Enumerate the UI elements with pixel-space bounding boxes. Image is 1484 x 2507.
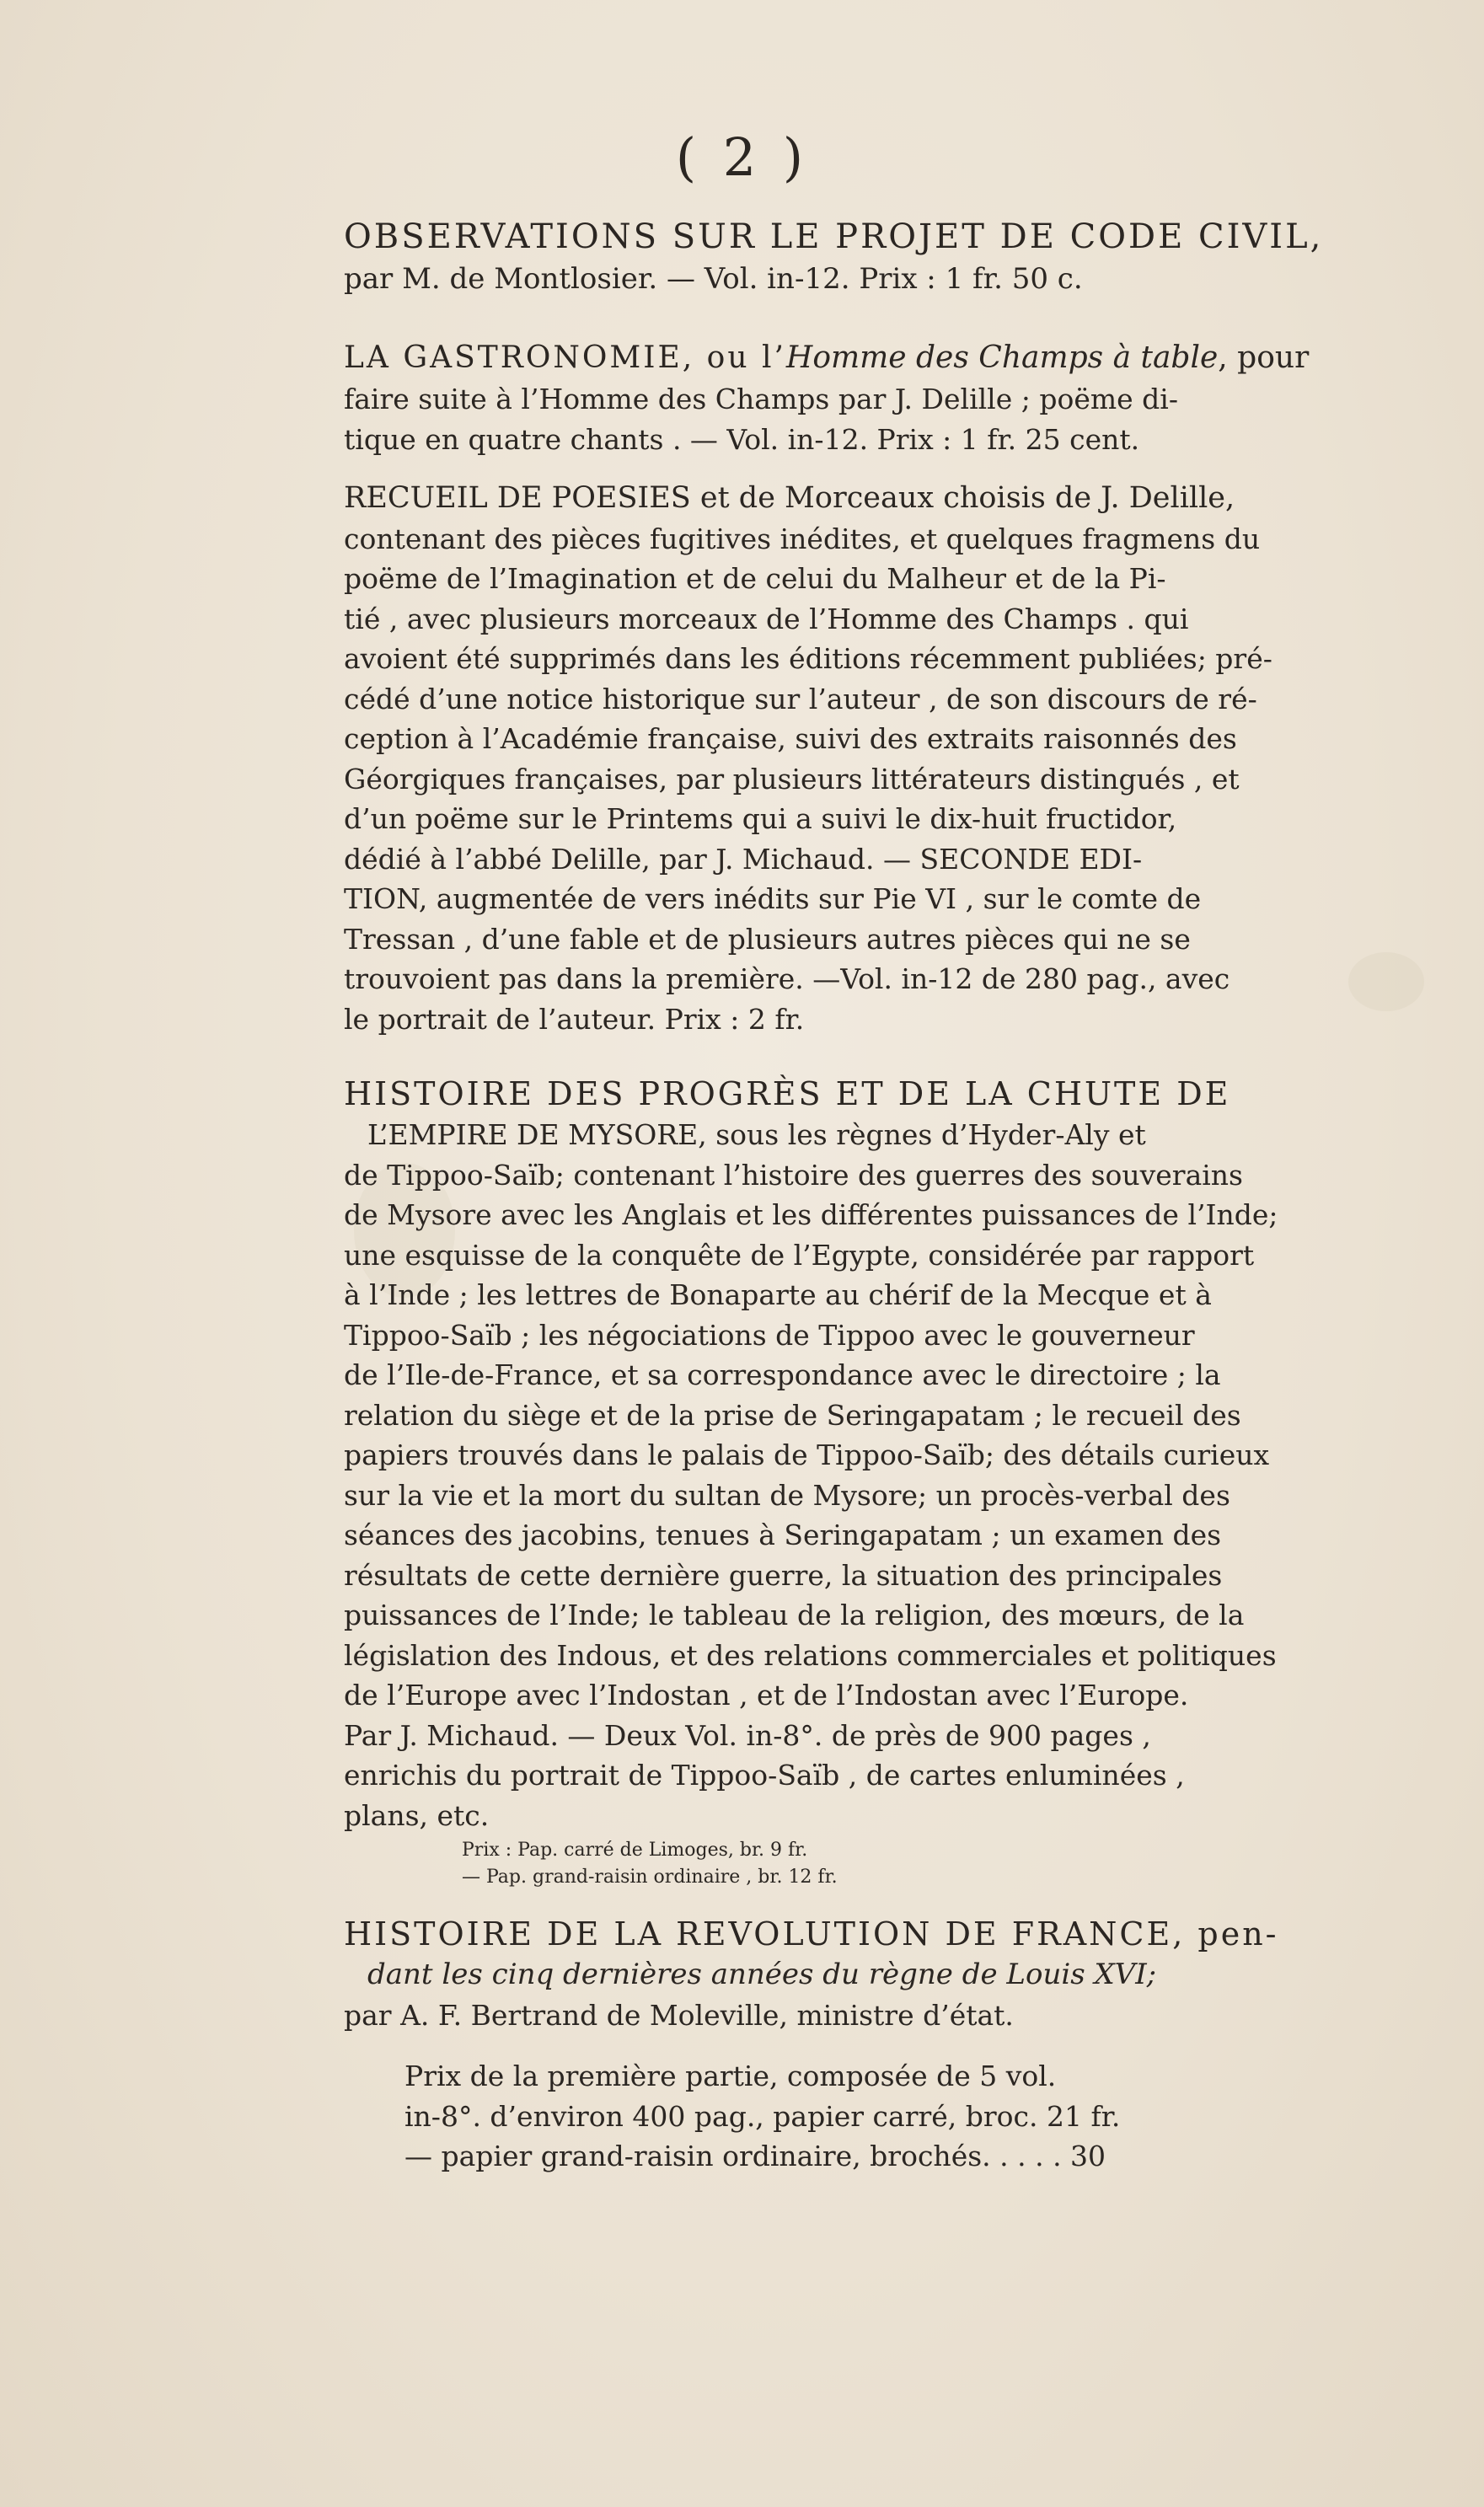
entry-line: d’un poëme sur le Printems qui a suivi le dix-huit fructidor, xyxy=(344,802,1177,835)
entry-line: de Tippoo-Saïb; contenant l’histoire des guerres des souverains xyxy=(344,1158,1243,1192)
entry-line: une esquisse de la conquête de l’Egypte, considérée par rapport xyxy=(344,1238,1255,1272)
entry-line: dédié à l’abbé Delille, par J. Michaud. — SECONDE EDI- xyxy=(344,842,1143,876)
entry-title xyxy=(344,337,1439,379)
entry-line: plans, etc. xyxy=(344,1798,490,1832)
entry-recueil xyxy=(344,479,1439,1039)
entry-line: tique en quatre chants . — Vol. in-12. Prix : 1 fr. 25 cent. xyxy=(344,422,1140,456)
entry-line: enrichis du portrait de Tippoo-Saïb , de cartes enluminées , xyxy=(344,1759,1185,1792)
entry-line: faire suite à l’Homme des Champs par J. Delille ; poëme di- xyxy=(344,383,1179,415)
entry-line: de l’Europe avec l’Indostan , et de l’Indostan avec l’Europe. xyxy=(344,1679,1189,1712)
entry-line: relation du siège et de la prise de Seringapatam ; le recueil des xyxy=(344,1398,1241,1432)
entry-gastronomie xyxy=(344,337,1439,459)
entry-title: OBSERVATIONS SUR LE PROJET DE CODE CIVIL, xyxy=(344,217,1324,256)
entry-line: Tressan , d’une fable et de plusieurs autres pièces qui ne se xyxy=(344,922,1191,956)
entry-line: séances des jacobins, tenues à Seringapatam ; un examen des xyxy=(344,1519,1222,1551)
entry-line: à l’Inde ; les lettres de Bonaparte au chérif de la Mecque et à xyxy=(344,1278,1212,1311)
entry-line: de Mysore avec les Anglais et les différentes puissances de l’Inde; xyxy=(344,1198,1278,1231)
entry-title: HISTOIRE DES PROGRÈS ET DE LA CHUTE DE xyxy=(344,1075,1231,1112)
entry-line: par M. de Montlosier. — Vol. in-12. Prix : 1 fr. 50 c. xyxy=(344,262,1083,296)
entry-line: par A. F. Bertrand de Moleville, ministre d’état. xyxy=(344,1998,1014,2032)
entry-revolution xyxy=(344,1913,1439,2035)
entry-line: le portrait de l’auteur. Prix : 2 fr. xyxy=(344,1002,805,1036)
entry-line: papiers trouvés dans le palais de Tippoo-Saïb; des détails curieux xyxy=(344,1438,1270,1471)
entry-title: RECUEIL DE POESIES et de Morceaux choisis de J. Delille, xyxy=(344,481,1235,515)
entry-revolution-prices xyxy=(404,2056,1433,2177)
entry-mysore xyxy=(344,1073,1439,1835)
entry-line: contenant des pièces fugitives inédites, et quelques fragmens du xyxy=(344,522,1261,555)
entry-line: tié , avec plusieurs morceaux de l’Homme des Champs . qui xyxy=(344,602,1189,635)
price-line: — papier grand-raisin ordinaire, brochés. . . . . 30 xyxy=(404,2140,1106,2172)
title-italic: Homme des Champs à table xyxy=(785,340,1219,375)
page-number: ( 2 ) xyxy=(675,126,809,188)
price-line: in-8°. d’environ 400 pag., papier carré, broc. 21 fr. xyxy=(404,2099,1121,2133)
entry-line: Par J. Michaud. — Deux Vol. in-8°. de près de 900 pages , xyxy=(344,1718,1151,1752)
entry-line: puissances de l’Inde; le tableau de la religion, des mœurs, de la xyxy=(344,1599,1245,1631)
entry-line: L’EMPIRE DE MYSORE, sous les règnes d’Hyder-Aly et xyxy=(367,1118,1146,1151)
price-note: — Pap. grand-raisin ordinaire , br. 12 fr. xyxy=(462,1867,838,1888)
entry-observations xyxy=(344,215,1439,299)
entry-line: cédé d’une notice historique sur l’auteur , de son discours de ré- xyxy=(344,682,1257,715)
price-note: Prix : Pap. carré de Limoges, br. 9 fr. xyxy=(462,1840,808,1861)
entry-line: ception à l’Académie française, suivi des extraits raisonnés des xyxy=(344,722,1237,755)
entry-title: HISTOIRE DE LA REVOLUTION DE FRANCE, pen- xyxy=(344,1915,1279,1953)
entry-line: de l’Ile-de-France, et sa correspondance avec le directoire ; la xyxy=(344,1358,1221,1391)
price-line: Prix de la première partie, composée de 5 vol. xyxy=(404,2060,1057,2092)
entry-line: avoient été supprimés dans les éditions récemment publiées; pré- xyxy=(344,642,1272,675)
entry-line: poëme de l’Imagination et de celui du Malheur et de la Pi- xyxy=(344,562,1166,595)
entry-line: Tippoo-Saïb ; les négociations de Tippoo avec le gouverneur xyxy=(344,1318,1195,1352)
entry-line: sur la vie et la mort du sultan de Mysore; un procès-verbal des xyxy=(344,1478,1230,1512)
entry-line: résultats de cette dernière guerre, la situation des principales xyxy=(344,1558,1223,1592)
title-end: , pour xyxy=(1218,340,1310,375)
entry-line: Géorgiques françaises, par plusieurs littérateurs distingués , et xyxy=(344,762,1240,795)
title-start: LA GASTRONOMIE, ou l’ xyxy=(344,340,786,375)
entry-line: trouvoient pas dans la première. —Vol. in-12 de 280 pag., avec xyxy=(344,962,1230,995)
entry-line: TION, augmentée de vers inédits sur Pie VI , sur le comte de xyxy=(344,882,1202,915)
entry-line: législation des Indous, et des relations commerciales et politiques xyxy=(344,1638,1277,1672)
entry-line: dant les cinq dernières années du règne de Louis XVI; xyxy=(367,1958,1157,1991)
